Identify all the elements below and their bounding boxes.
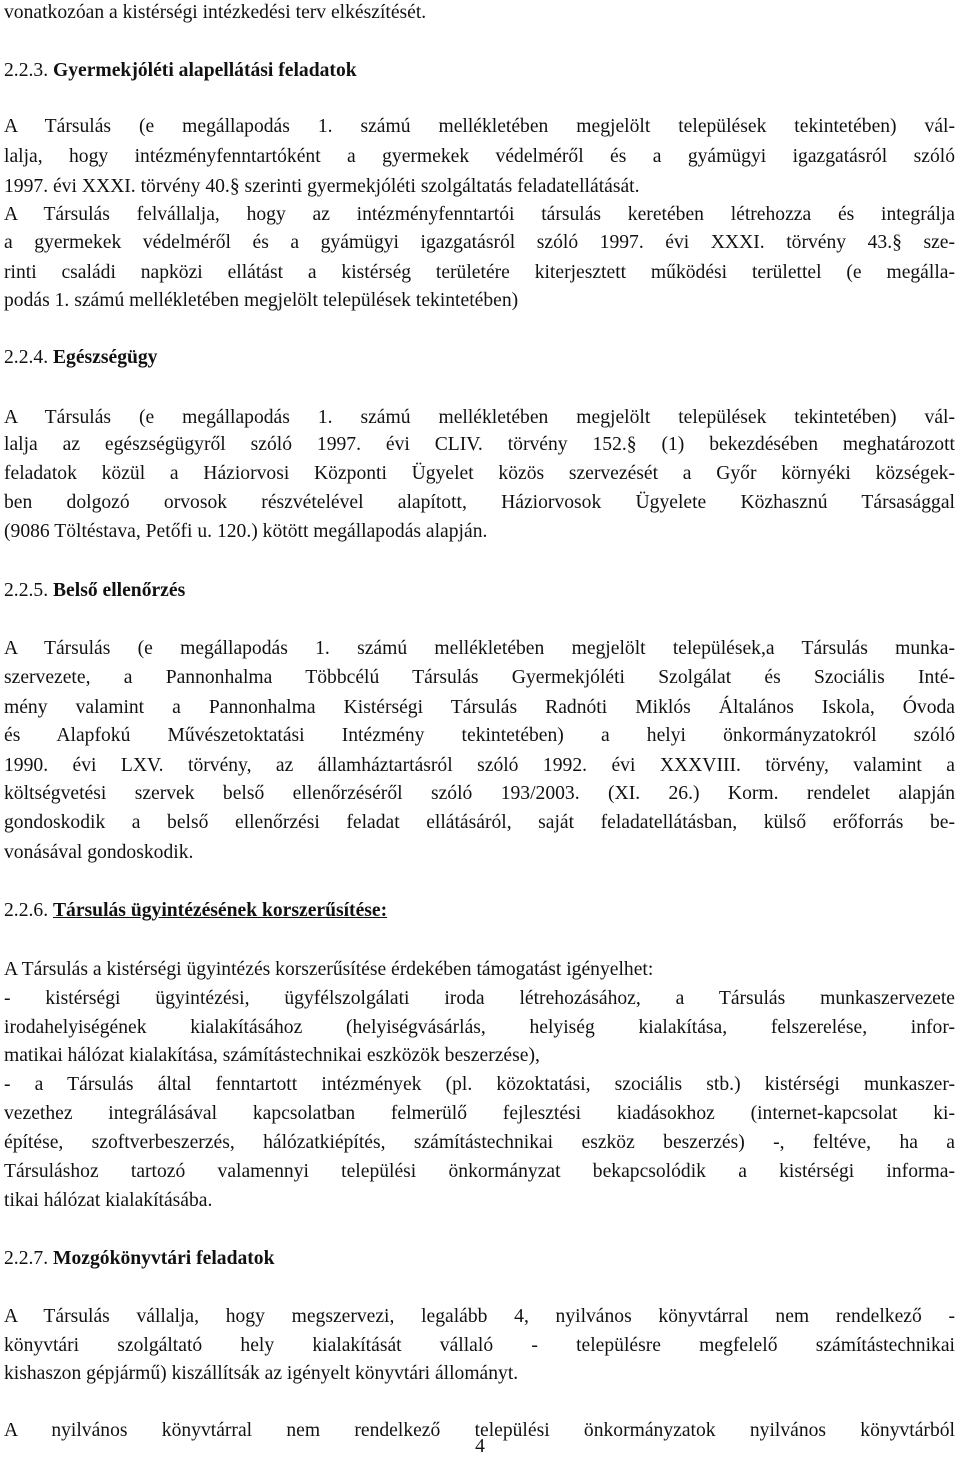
text-run: és Alapfokú Művészetoktatási Intézmény tekintetében) a helyi önkormányzatokról szóló xyxy=(4,725,955,746)
text-run: 1997. évi XXXI. törvény 40.§ szerinti gyermekjóléti szolgáltatás feladatellátását. xyxy=(4,176,640,197)
text-line xyxy=(4,723,955,749)
text-run: költségvetési szervek belső ellenőrzéséről szóló 193/2003. (XI. 26.) Korm. rendelet alapján xyxy=(4,783,955,804)
text-run: ben dolgozó orvosok részvételével alapított, Háziorvosok Ügyelete Közhasznú Társasággal xyxy=(4,492,955,513)
text-line xyxy=(4,1361,518,1387)
text-line xyxy=(4,986,955,1012)
text-line xyxy=(4,260,955,286)
text-line xyxy=(4,345,157,371)
section-heading: Társulás ügyintézésének korszerűsítése: xyxy=(52,900,388,921)
text-run: könyvtári szolgáltató hely kialakítását vállaló - településre megfelelő számítástechnikai xyxy=(4,1335,955,1356)
text-run: lalja az egészségügyről szóló 1997. évi CLIV. törvény 152.§ (1) bekezdésében meghatározott xyxy=(4,434,955,455)
text-run: A Társulás vállalja, hogy megszervezi, legalább 4, nyilvános könyvtárral nem rendelkező - xyxy=(4,1306,955,1327)
text-run: matikai hálózat kialakítása, számítástechnikai eszközök beszerzése), xyxy=(4,1045,540,1066)
text-run: vezethez integrálásával kapcsolatban felmerülő fejlesztési kiadásokhoz (internet-kapcsolat ki- xyxy=(4,1103,955,1124)
text-line xyxy=(4,405,955,431)
text-line xyxy=(4,1072,955,1098)
text-line xyxy=(4,230,955,256)
text-line xyxy=(4,1333,955,1359)
text-line xyxy=(4,1101,955,1127)
text-line xyxy=(4,58,357,84)
text-run: lalja, hogy intézményfenntartóként a gyermekek védelméről és a gyámügyi igazgatásról szóló xyxy=(4,146,955,167)
text-line xyxy=(4,898,387,924)
text-run: 2.2.7. xyxy=(4,1248,53,1269)
text-line xyxy=(4,1246,275,1272)
text-run: A Társulás (e megállapodás 1. számú mellékletében megjelölt települések tekintetében) vál- xyxy=(4,407,955,428)
text-run: vonásával gondoskodik. xyxy=(4,842,194,863)
text-run: tikai hálózat kialakításába. xyxy=(4,1190,213,1211)
text-line xyxy=(4,0,426,26)
text-line xyxy=(4,174,640,200)
text-run: A Társulás felvállalja, hogy az intézményfenntartói társulás keretében létrehozza és integrálja xyxy=(4,204,955,225)
text-run: gondoskodik a belső ellenőrzési feladat ellátásáról, saját feladatellátásban, külső erőforrás be- xyxy=(4,812,955,833)
text-line xyxy=(4,1043,540,1069)
text-line xyxy=(4,781,955,807)
text-line xyxy=(4,461,955,487)
section-heading: Egészségügy xyxy=(52,347,158,368)
text-run: vonatkozóan a kistérségi intézkedési terv elkészítését. xyxy=(4,2,427,23)
text-run: Társuláshoz tartozó valamennyi települési önkormányzat bekapcsolódik a kistérségi informa- xyxy=(4,1161,955,1182)
text-line xyxy=(4,288,518,314)
text-line xyxy=(4,810,955,836)
text-line xyxy=(4,636,955,662)
section-heading: Gyermekjóléti alapellátási feladatok xyxy=(52,60,357,81)
text-run: irodahelyiségének kialakításához (helyiségvásárlás, helyiség kialakítása, felszerelése, infor- xyxy=(4,1017,955,1038)
text-run: A Társulás a kistérségi ügyintézés korszerűsítése érdekében támogatást igényelhet: xyxy=(4,959,654,980)
text-run: (9086 Töltéstava, Petőfi u. 120.) kötött megállapodás alapján. xyxy=(4,521,488,542)
text-run: kishaszon gépjármű) kiszállítsák az igényelt könyvtári állományt. xyxy=(4,1363,519,1384)
text-line xyxy=(4,1015,955,1041)
text-line xyxy=(4,490,955,516)
text-run: építése, szoftverbeszerzés, hálózatkiépítés, számítástechnikai eszköz beszerzés) -, feltéve, ha a xyxy=(4,1132,955,1153)
text-run: 2.2.5. xyxy=(4,580,53,601)
text-run: a gyermekek védelméről és a gyámügyi igazgatásról szóló 1997. évi XXXI. törvény 43.§ sze- xyxy=(4,232,955,253)
text-line xyxy=(4,840,193,866)
text-run: - kistérségi ügyintézési, ügyfélszolgálati iroda létrehozásához, a Társulás munkaszervezete xyxy=(4,988,955,1009)
text-line xyxy=(4,114,955,140)
text-run: A Társulás (e megállapodás 1. számú mellékletében megjelölt települések,a Társulás munka- xyxy=(4,638,955,659)
text-line xyxy=(4,1130,955,1156)
text-run: A Társulás (e megállapodás 1. számú mellékletében megjelölt települések tekintetében) vál- xyxy=(4,116,955,137)
text-line xyxy=(4,695,955,721)
text-line xyxy=(4,753,955,779)
text-run: mény valamint a Pannonhalma Kistérségi Társulás Radnóti Miklós Általános Iskola, Óvoda xyxy=(4,697,955,718)
text-line xyxy=(4,578,185,604)
page-number: 4 xyxy=(475,1436,485,1457)
text-run: - a Társulás által fenntartott intézmények (pl. közoktatási, szociális stb.) kistérségi munkaszer- xyxy=(4,1074,955,1095)
text-run: A nyilvános könyvtárral nem rendelkező települési önkormányzatok nyilvános könyvtárból xyxy=(4,1420,955,1441)
text-run: feladatok közül a Háziorvosi Központi Ügyelet közös szervezését a Győr környéki községek- xyxy=(4,463,955,484)
text-run: 2.2.4. xyxy=(4,347,53,368)
section-heading: Belső ellenőrzés xyxy=(52,580,186,601)
text-run: podás 1. számú mellékletében megjelölt települések tekintetében) xyxy=(4,290,519,311)
text-run: 2.2.6. xyxy=(4,900,53,921)
text-line xyxy=(4,1159,955,1185)
text-run: 2.2.3. xyxy=(4,60,53,81)
text-run: rinti családi napközi ellátást a kistérség területére kiterjesztett működési területtel (e megálla- xyxy=(4,262,955,283)
text-line xyxy=(4,957,653,983)
section-heading: Mozgókönyvtári feladatok xyxy=(52,1248,275,1269)
text-line xyxy=(4,665,955,691)
text-line xyxy=(4,202,955,228)
text-run: 1990. évi LXV. törvény, az államháztartásról szóló 1992. évi XXXVIII. törvény, valamint a xyxy=(4,755,955,776)
text-line xyxy=(4,144,955,170)
text-line xyxy=(4,519,487,545)
text-line xyxy=(4,1188,212,1214)
text-line xyxy=(4,432,955,458)
text-run: szervezete, a Pannonhalma Többcélú Társulás Gyermekjóléti Szolgálat és Szociális Inté- xyxy=(4,667,955,688)
text-line xyxy=(4,1304,955,1330)
